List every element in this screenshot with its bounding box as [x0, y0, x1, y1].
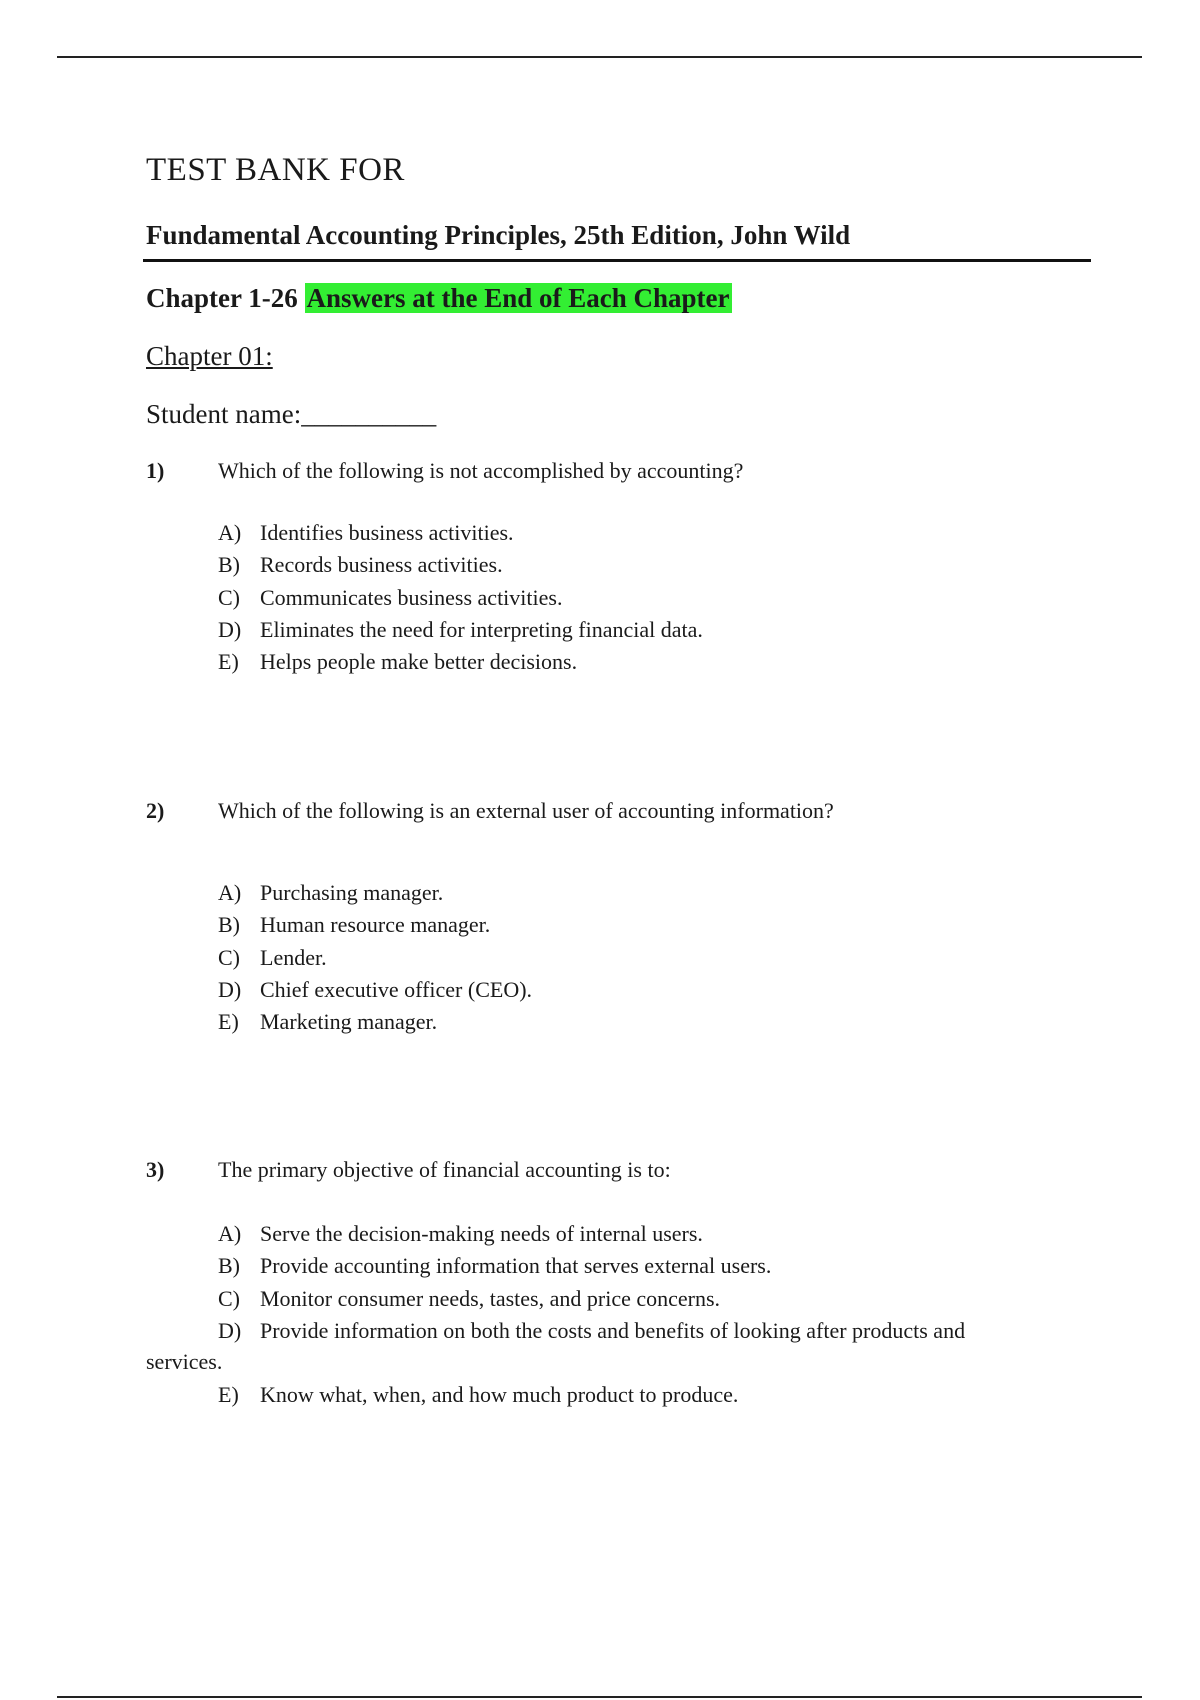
question-number: 1) — [146, 458, 165, 483]
option-label: A) — [218, 520, 242, 545]
bottom-rule — [57, 1696, 1142, 1698]
option-text: Identifies business activities. — [260, 520, 514, 545]
question-2-options — [218, 877, 532, 1038]
option-label: E) — [218, 649, 239, 675]
option-label: E) — [218, 1382, 239, 1408]
option-d — [218, 974, 532, 1006]
option-e — [218, 1006, 532, 1038]
option-label: E) — [218, 1009, 239, 1035]
option-label: C) — [218, 944, 240, 970]
option-label: B) — [218, 1253, 240, 1279]
option-e — [218, 646, 703, 678]
option-text: Records business activities. — [260, 552, 503, 578]
question-3-options — [146, 1218, 966, 1412]
option-text: Marketing manager. — [260, 1009, 438, 1035]
option-text: Know what, when, and how much product to produce. — [260, 1382, 739, 1408]
answers-highlight: Answers at the End of Each Chapter — [306, 283, 730, 313]
option-label: A) — [218, 1221, 242, 1246]
option-label: C) — [218, 584, 240, 610]
option-b — [218, 909, 532, 941]
option-text: Eliminates the need for interpreting financial data. — [260, 616, 703, 642]
option-d — [146, 1315, 966, 1380]
question-text: Which of the following is an external user of accounting information? — [218, 798, 834, 823]
question-text: The primary objective of financial accounting is to: — [218, 1157, 671, 1182]
option-text-continuation: services. — [146, 1348, 223, 1374]
option-text: Lender. — [260, 944, 327, 970]
option-label: B) — [218, 912, 240, 938]
option-label: D) — [218, 1317, 242, 1343]
option-e — [218, 1379, 965, 1411]
question-number: 2) — [146, 798, 165, 823]
option-c — [218, 942, 532, 974]
option-label: A) — [218, 880, 242, 905]
option-text: Monitor consumer needs, tastes, and price concerns. — [260, 1285, 721, 1311]
option-text: Purchasing manager. — [260, 880, 444, 905]
option-b — [218, 1250, 965, 1282]
option-c — [218, 1283, 965, 1315]
option-label: C) — [218, 1285, 240, 1311]
option-a — [218, 517, 703, 549]
option-b — [218, 549, 703, 581]
option-a — [218, 877, 532, 909]
option-label: B) — [218, 552, 240, 578]
option-label: D) — [218, 976, 242, 1002]
question-1-options — [218, 517, 703, 678]
option-text: Human resource manager. — [260, 912, 491, 938]
option-text: Provide accounting information that serves external users. — [260, 1253, 772, 1279]
question-number: 3) — [146, 1157, 165, 1182]
chapter-heading: Chapter 01: — [146, 341, 273, 371]
subtitle-divider — [143, 259, 1091, 262]
chapters-line — [146, 283, 732, 314]
option-text: Serve the decision-making needs of internal users. — [260, 1221, 703, 1246]
option-text: Chief executive officer (CEO). — [260, 976, 533, 1002]
option-label: D) — [218, 616, 242, 642]
option-text: Provide information on both the costs and benefits of looking after products and — [260, 1317, 966, 1343]
chapters-prefix: Chapter 1-26 — [146, 283, 298, 313]
question-text: Which of the following is not accomplished by accounting? — [218, 458, 744, 483]
option-a — [218, 1218, 965, 1250]
student-name-field: Student name:__________ — [146, 399, 437, 429]
option-text: Helps people make better decisions. — [260, 649, 578, 675]
book-subtitle: Fundamental Accounting Principles, 25th Edition, John Wild — [146, 220, 851, 250]
top-rule — [57, 56, 1142, 58]
option-c — [218, 582, 703, 614]
option-text: Communicates business activities. — [260, 584, 563, 610]
page-title: TEST BANK FOR — [146, 152, 405, 188]
option-d — [218, 614, 703, 646]
